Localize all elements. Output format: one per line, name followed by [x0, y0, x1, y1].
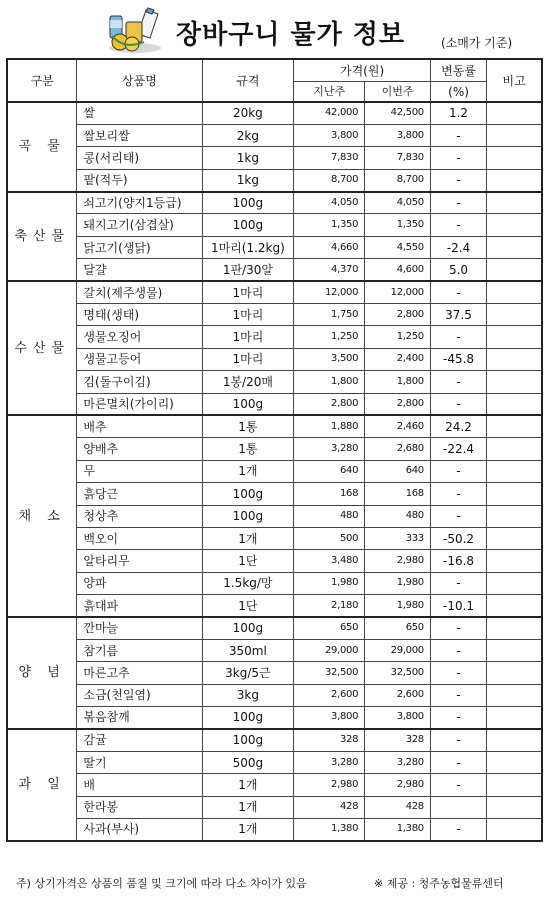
change-cell: -45.8	[430, 348, 486, 370]
table-row	[7, 662, 542, 684]
price-curr-cell: 8,700	[365, 169, 431, 191]
note-cell	[487, 707, 542, 729]
page-title: 장바구니 물가 정보	[176, 20, 406, 50]
price-prev-cell: 1,750	[294, 304, 365, 326]
table-row	[7, 124, 542, 146]
spec-cell: 100g	[202, 707, 294, 729]
spec-cell: 100g	[202, 505, 294, 527]
product-name-cell: 닭고기(생닭)	[77, 236, 202, 258]
table-row	[7, 796, 542, 818]
product-name-cell: 양파	[77, 572, 202, 594]
price-curr-cell: 2,460	[365, 415, 431, 437]
change-cell: -	[430, 707, 486, 729]
change-cell: -	[430, 460, 486, 482]
table-row	[7, 483, 542, 505]
header-category: 구분	[7, 59, 77, 102]
note-cell	[487, 729, 542, 751]
spec-cell: 100g	[202, 214, 294, 236]
note-cell	[487, 819, 542, 841]
change-cell: -	[430, 371, 486, 393]
header-note: 비고	[487, 59, 542, 102]
price-prev-cell: 12,000	[294, 281, 365, 303]
price-prev-cell: 1,350	[294, 214, 365, 236]
price-prev-cell: 650	[294, 617, 365, 639]
note-cell	[487, 751, 542, 773]
table-row	[7, 550, 542, 572]
spec-cell: 1kg	[202, 147, 294, 169]
table-body	[7, 102, 542, 841]
change-cell: -	[430, 751, 486, 773]
change-cell	[430, 796, 486, 818]
price-curr-cell: 328	[365, 729, 431, 751]
spec-cell: 1봉/20매	[202, 371, 294, 393]
note-cell	[487, 639, 542, 661]
change-cell: -	[430, 505, 486, 527]
price-prev-cell: 42,000	[294, 102, 365, 124]
spec-cell: 100g	[202, 617, 294, 639]
spec-cell: 1.5kg/망	[202, 572, 294, 594]
change-cell: -	[430, 214, 486, 236]
table-row	[7, 326, 542, 348]
spec-cell: 2kg	[202, 124, 294, 146]
change-cell: -	[430, 662, 486, 684]
category-cell: 곡 물	[7, 102, 77, 192]
spec-cell: 500g	[202, 751, 294, 773]
change-cell: -	[430, 169, 486, 191]
spec-cell: 20kg	[202, 102, 294, 124]
note-cell	[487, 281, 542, 303]
note-cell	[487, 438, 542, 460]
table-row	[7, 729, 542, 751]
table-row	[7, 684, 542, 706]
table-row	[7, 214, 542, 236]
note-cell	[487, 796, 542, 818]
category-cell: 양 념	[7, 617, 77, 729]
product-name-cell: 사과(부사)	[77, 819, 202, 841]
price-curr-cell: 2,980	[365, 550, 431, 572]
table-row	[7, 393, 542, 415]
product-name-cell: 팥(적두)	[77, 169, 202, 191]
product-name-cell: 배추	[77, 415, 202, 437]
table-row	[7, 371, 542, 393]
category-cell: 수산물	[7, 281, 77, 415]
price-curr-cell: 650	[365, 617, 431, 639]
change-cell: -	[430, 774, 486, 796]
product-name-cell: 생물고등어	[77, 348, 202, 370]
product-name-cell: 흙대파	[77, 595, 202, 617]
table-row	[7, 348, 542, 370]
note-cell	[487, 617, 542, 639]
header-change-unit: (%)	[430, 82, 486, 103]
note-cell	[487, 774, 542, 796]
price-curr-cell: 4,600	[365, 259, 431, 281]
price-curr-cell: 1,980	[365, 595, 431, 617]
price-prev-cell: 4,660	[294, 236, 365, 258]
price-prev-cell: 3,280	[294, 438, 365, 460]
table-row	[7, 617, 542, 639]
product-name-cell: 돼지고기(삼겹살)	[77, 214, 202, 236]
spec-cell: 1마리	[202, 348, 294, 370]
product-name-cell: 흙당근	[77, 483, 202, 505]
product-name-cell: 백오이	[77, 527, 202, 549]
change-cell: -	[430, 617, 486, 639]
header-price-curr: 이번주	[365, 82, 431, 103]
price-prev-cell: 8,700	[294, 169, 365, 191]
change-cell: -	[430, 147, 486, 169]
price-prev-cell: 29,000	[294, 639, 365, 661]
table-row	[7, 147, 542, 169]
price-curr-cell: 480	[365, 505, 431, 527]
price-curr-cell: 428	[365, 796, 431, 818]
page-header	[0, 0, 550, 58]
spec-cell: 1개	[202, 796, 294, 818]
table-row	[7, 595, 542, 617]
spec-cell: 1판/30알	[202, 259, 294, 281]
price-curr-cell: 29,000	[365, 639, 431, 661]
product-name-cell: 청상추	[77, 505, 202, 527]
product-name-cell: 딸기	[77, 751, 202, 773]
price-prev-cell: 3,280	[294, 751, 365, 773]
price-prev-cell: 2,800	[294, 393, 365, 415]
change-cell: -16.8	[430, 550, 486, 572]
note-cell	[487, 304, 542, 326]
note-cell	[487, 147, 542, 169]
price-curr-cell: 640	[365, 460, 431, 482]
header-change: 변동률	[430, 59, 486, 82]
change-cell: -	[430, 483, 486, 505]
price-prev-cell: 2,180	[294, 595, 365, 617]
price-curr-cell: 1,250	[365, 326, 431, 348]
product-name-cell: 마른멸치(가이리)	[77, 393, 202, 415]
price-prev-cell: 2,600	[294, 684, 365, 706]
note-cell	[487, 259, 542, 281]
note-cell	[487, 124, 542, 146]
price-curr-cell: 4,550	[365, 236, 431, 258]
table-row	[7, 572, 542, 594]
price-prev-cell: 168	[294, 483, 365, 505]
spec-cell: 1마리	[202, 304, 294, 326]
spec-cell: 3kg/5근	[202, 662, 294, 684]
product-name-cell: 마른고추	[77, 662, 202, 684]
product-name-cell: 김(돌구이김)	[77, 371, 202, 393]
spec-cell: 1개	[202, 460, 294, 482]
price-curr-cell: 3,280	[365, 751, 431, 773]
price-curr-cell: 2,600	[365, 684, 431, 706]
product-name-cell: 감귤	[77, 729, 202, 751]
header-price: 가격(원)	[294, 59, 431, 82]
category-cell: 축산물	[7, 192, 77, 282]
spec-cell: 1개	[202, 527, 294, 549]
product-name-cell: 배	[77, 774, 202, 796]
price-curr-cell: 2,800	[365, 304, 431, 326]
change-cell: -	[430, 639, 486, 661]
change-cell: -	[430, 819, 486, 841]
change-cell: -	[430, 192, 486, 214]
spec-cell: 3kg	[202, 684, 294, 706]
price-prev-cell: 1,980	[294, 572, 365, 594]
footer-note: 주) 상기가격은 상품의 품질 및 크기에 따라 다소 차이가 있음	[16, 877, 307, 890]
change-cell: -	[430, 281, 486, 303]
change-cell: -2.4	[430, 236, 486, 258]
price-curr-cell: 4,050	[365, 192, 431, 214]
spec-cell: 100g	[202, 393, 294, 415]
footer-source: ※ 제공 : 청주농협물류센터	[374, 877, 504, 890]
note-cell	[487, 550, 542, 572]
change-cell: -	[430, 326, 486, 348]
spec-cell: 1개	[202, 774, 294, 796]
note-cell	[487, 415, 542, 437]
table-row	[7, 304, 542, 326]
shopping-basket-icon	[104, 6, 166, 54]
change-cell: 24.2	[430, 415, 486, 437]
table-row	[7, 192, 542, 214]
spec-cell: 1마리	[202, 326, 294, 348]
change-cell: -	[430, 729, 486, 751]
price-curr-cell: 1,800	[365, 371, 431, 393]
product-name-cell: 생물오징어	[77, 326, 202, 348]
note-cell	[487, 527, 542, 549]
note-cell	[487, 236, 542, 258]
price-prev-cell: 3,800	[294, 707, 365, 729]
product-name-cell: 콩(서리태)	[77, 147, 202, 169]
price-curr-cell: 1,980	[365, 572, 431, 594]
price-prev-cell: 3,480	[294, 550, 365, 572]
table-row	[7, 707, 542, 729]
change-cell: -	[430, 572, 486, 594]
header-spec: 규격	[202, 59, 294, 102]
price-prev-cell: 640	[294, 460, 365, 482]
price-curr-cell: 2,400	[365, 348, 431, 370]
header-price-prev: 지난주	[294, 82, 365, 103]
spec-cell: 1통	[202, 438, 294, 460]
product-name-cell: 갈치(제주생물)	[77, 281, 202, 303]
spec-cell: 350ml	[202, 639, 294, 661]
note-cell	[487, 595, 542, 617]
spec-cell: 100g	[202, 729, 294, 751]
price-curr-cell: 2,980	[365, 774, 431, 796]
price-curr-cell: 333	[365, 527, 431, 549]
table-row	[7, 639, 542, 661]
product-name-cell: 쌀보리쌀	[77, 124, 202, 146]
note-cell	[487, 348, 542, 370]
note-cell	[487, 460, 542, 482]
table-row	[7, 774, 542, 796]
price-prev-cell: 500	[294, 527, 365, 549]
price-prev-cell: 2,980	[294, 774, 365, 796]
price-prev-cell: 1,380	[294, 819, 365, 841]
note-cell	[487, 505, 542, 527]
note-cell	[487, 214, 542, 236]
price-prev-cell: 4,370	[294, 259, 365, 281]
table-header	[7, 59, 542, 102]
price-curr-cell: 7,830	[365, 147, 431, 169]
note-cell	[487, 102, 542, 124]
price-prev-cell: 328	[294, 729, 365, 751]
change-cell: 1.2	[430, 102, 486, 124]
spec-cell: 1마리	[202, 281, 294, 303]
price-table	[6, 58, 543, 842]
product-name-cell: 명태(생태)	[77, 304, 202, 326]
page-subtitle: (소매가 기준)	[441, 36, 513, 50]
price-curr-cell: 42,500	[365, 102, 431, 124]
spec-cell: 1개	[202, 819, 294, 841]
product-name-cell: 한라봉	[77, 796, 202, 818]
table-row	[7, 438, 542, 460]
table-row	[7, 505, 542, 527]
spec-cell: 1kg	[202, 169, 294, 191]
price-curr-cell: 3,800	[365, 707, 431, 729]
change-cell: 5.0	[430, 259, 486, 281]
spec-cell: 1통	[202, 415, 294, 437]
table-row	[7, 102, 542, 124]
table-row	[7, 259, 542, 281]
table-row	[7, 751, 542, 773]
product-name-cell: 깐마늘	[77, 617, 202, 639]
note-cell	[487, 572, 542, 594]
price-curr-cell: 168	[365, 483, 431, 505]
note-cell	[487, 326, 542, 348]
table-row	[7, 415, 542, 437]
note-cell	[487, 371, 542, 393]
note-cell	[487, 393, 542, 415]
spec-cell: 1단	[202, 595, 294, 617]
note-cell	[487, 169, 542, 191]
note-cell	[487, 483, 542, 505]
price-prev-cell: 7,830	[294, 147, 365, 169]
price-curr-cell: 32,500	[365, 662, 431, 684]
change-cell: -	[430, 124, 486, 146]
change-cell: -	[430, 393, 486, 415]
product-name-cell: 쌀	[77, 102, 202, 124]
table-row	[7, 236, 542, 258]
price-prev-cell: 4,050	[294, 192, 365, 214]
price-curr-cell: 2,680	[365, 438, 431, 460]
price-prev-cell: 3,500	[294, 348, 365, 370]
change-cell: 37.5	[430, 304, 486, 326]
price-curr-cell: 1,350	[365, 214, 431, 236]
price-curr-cell: 12,000	[365, 281, 431, 303]
table-row	[7, 169, 542, 191]
product-name-cell: 참기름	[77, 639, 202, 661]
category-cell: 과 일	[7, 729, 77, 841]
product-name-cell: 양배추	[77, 438, 202, 460]
change-cell: -10.1	[430, 595, 486, 617]
note-cell	[487, 192, 542, 214]
spec-cell: 1마리(1.2kg)	[202, 236, 294, 258]
spec-cell: 100g	[202, 483, 294, 505]
product-name-cell: 달걀	[77, 259, 202, 281]
spec-cell: 1단	[202, 550, 294, 572]
price-prev-cell: 1,800	[294, 371, 365, 393]
header-product: 상품명	[77, 59, 202, 102]
change-cell: -50.2	[430, 527, 486, 549]
price-curr-cell: 3,800	[365, 124, 431, 146]
price-curr-cell: 2,800	[365, 393, 431, 415]
product-name-cell: 볶음참깨	[77, 707, 202, 729]
price-prev-cell: 3,800	[294, 124, 365, 146]
product-name-cell: 소금(천일염)	[77, 684, 202, 706]
product-name-cell: 무	[77, 460, 202, 482]
price-prev-cell: 480	[294, 505, 365, 527]
change-cell: -22.4	[430, 438, 486, 460]
change-cell: -	[430, 684, 486, 706]
price-prev-cell: 1,880	[294, 415, 365, 437]
product-name-cell: 쇠고기(양지1등급)	[77, 192, 202, 214]
product-name-cell: 알타리무	[77, 550, 202, 572]
note-cell	[487, 684, 542, 706]
table-row	[7, 527, 542, 549]
note-cell	[487, 662, 542, 684]
table-row	[7, 819, 542, 841]
price-prev-cell: 428	[294, 796, 365, 818]
spec-cell: 100g	[202, 192, 294, 214]
price-curr-cell: 1,380	[365, 819, 431, 841]
price-prev-cell: 32,500	[294, 662, 365, 684]
category-cell: 채 소	[7, 415, 77, 617]
price-prev-cell: 1,250	[294, 326, 365, 348]
table-row	[7, 460, 542, 482]
table-row	[7, 281, 542, 303]
